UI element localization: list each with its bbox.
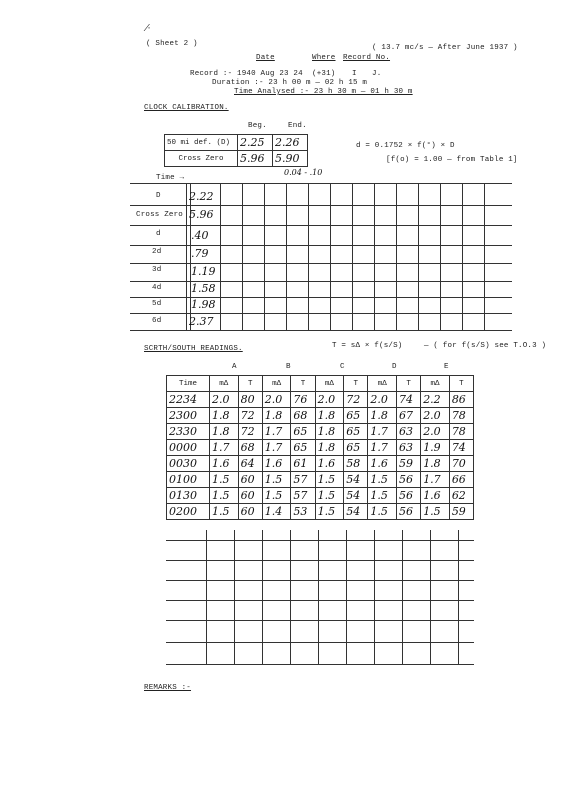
readings-cell: 1.5 — [315, 488, 344, 504]
record-extra: (+31) — [312, 70, 336, 78]
cal-row-label: 6d — [152, 317, 162, 325]
readings-cell: 1.8 — [315, 408, 344, 424]
readings-cell: 56 — [397, 472, 421, 488]
readings-cell: 72 — [238, 408, 262, 424]
readings-cell: 1.5 — [210, 504, 239, 520]
readings-header-cell: Time — [167, 376, 210, 392]
readings-cell: 67 — [397, 408, 421, 424]
calibration-f-note: [f(o) = 1.00 — from Table 1] — [386, 156, 518, 164]
table-row — [167, 472, 474, 488]
readings-header-cell: mΔ — [315, 376, 344, 392]
group-label: E — [444, 363, 449, 371]
readings-cell: 1.7 — [210, 440, 239, 456]
readings-cell: 56 — [397, 488, 421, 504]
calibration-row1-beg: 2.25 — [238, 135, 273, 151]
calibration-note: 0.04 - .10 — [284, 168, 323, 177]
readings-cell: 60 — [238, 472, 262, 488]
calibration-row2-beg: 5.96 — [238, 151, 273, 167]
table-row — [167, 504, 474, 520]
table-row — [167, 440, 474, 456]
frequency-note: ( 13.7 mc/s — After June 1937 ) — [372, 44, 518, 52]
readings-cell: 65 — [291, 424, 315, 440]
table-row — [167, 488, 474, 504]
readings-header-cell: mΔ — [262, 376, 291, 392]
duration-line: Duration :- 23 h 00 m — 02 h 15 m — [212, 79, 368, 87]
readings-cell: 63 — [397, 424, 421, 440]
sheet-label: ( Sheet 2 ) — [146, 40, 198, 48]
cal-row-value: 1.58 — [191, 282, 216, 295]
readings-cell: 1.5 — [368, 504, 397, 520]
readings-cell: 66 — [449, 472, 473, 488]
readings-cell: 1.5 — [315, 504, 344, 520]
cal-row-value: 1.19 — [191, 265, 216, 278]
readings-table — [166, 375, 474, 520]
readings-cell: 1.5 — [262, 488, 291, 504]
readings-cell: 0000 — [167, 440, 210, 456]
readings-cell: 1.5 — [368, 472, 397, 488]
calibration-row1-end: 2.26 — [273, 135, 308, 151]
readings-cell: 76 — [291, 392, 315, 408]
readings-cell: 65 — [344, 408, 368, 424]
readings-cell: 54 — [344, 488, 368, 504]
readings-header-row — [167, 376, 474, 392]
readings-formula: T = sΔ × f(s/S) — [332, 342, 403, 350]
readings-cell: 64 — [238, 456, 262, 472]
readings-cell: 60 — [238, 488, 262, 504]
readings-cell: 1.7 — [368, 424, 397, 440]
readings-cell: 61 — [291, 456, 315, 472]
readings-cell: 2.2 — [421, 392, 450, 408]
readings-cell: 2.0 — [262, 392, 291, 408]
readings-cell: 59 — [397, 456, 421, 472]
cal-row-value: .40 — [191, 229, 209, 242]
cal-row-label: 4d — [152, 284, 162, 292]
readings-cell: 1.8 — [315, 424, 344, 440]
readings-cell: 1.5 — [421, 504, 450, 520]
readings-cell: 60 — [238, 504, 262, 520]
calibration-table — [164, 134, 308, 167]
readings-cell: 63 — [397, 440, 421, 456]
readings-cell: 2.0 — [421, 408, 450, 424]
readings-cell: 1.5 — [262, 472, 291, 488]
readings-header-cell: T — [291, 376, 315, 392]
table-row — [167, 408, 474, 424]
readings-cell: 2300 — [167, 408, 210, 424]
readings-header-cell: mΔ — [210, 376, 239, 392]
table-row — [167, 424, 474, 440]
readings-cell: 72 — [344, 392, 368, 408]
readings-cell: 68 — [291, 408, 315, 424]
cal-row-value: 1.98 — [191, 298, 216, 311]
readings-cell: 68 — [238, 440, 262, 456]
readings-cell: 1.5 — [315, 472, 344, 488]
readings-cell: 1.5 — [368, 488, 397, 504]
readings-formula-note: — ( for f(s/S) see T.O.3 ) — [424, 342, 547, 350]
readings-cell: 54 — [344, 504, 368, 520]
readings-cell: 0130 — [167, 488, 210, 504]
calibration-formula: d = 0.1752 × f(°) × D — [356, 142, 455, 150]
readings-cell: 2.0 — [368, 392, 397, 408]
readings-cell: 1.8 — [262, 408, 291, 424]
readings-cell: 1.6 — [210, 456, 239, 472]
record-line: Record :- 1940 Aug 23 24 — [190, 70, 303, 78]
readings-cell: 78 — [449, 424, 473, 440]
readings-cell: 2.0 — [210, 392, 239, 408]
readings-cell: 1.8 — [315, 440, 344, 456]
readings-cell: 1.6 — [368, 456, 397, 472]
readings-cell: 1.9 — [421, 440, 450, 456]
readings-cell: 53 — [291, 504, 315, 520]
record-j: J. — [372, 70, 382, 78]
readings-cell: 57 — [291, 488, 315, 504]
cal-row-value: 2.22 — [189, 190, 214, 203]
readings-cell: 1.8 — [210, 408, 239, 424]
cal-row-value: 2.37 — [189, 315, 214, 328]
table-row — [167, 392, 474, 408]
cal-row-value: .79 — [191, 247, 209, 260]
cal-row-label: Cross Zero — [136, 211, 184, 219]
readings-cell: 0030 — [167, 456, 210, 472]
readings-cell: 86 — [449, 392, 473, 408]
readings-cell: 62 — [449, 488, 473, 504]
table-row — [167, 456, 474, 472]
readings-cell: 57 — [291, 472, 315, 488]
readings-cell: 0100 — [167, 472, 210, 488]
readings-cell: 1.8 — [368, 408, 397, 424]
time-analysed-line: Time Analysed :- 23 h 30 m — 01 h 30 m — [234, 88, 413, 96]
calibration-col-end: End. — [288, 122, 307, 130]
calibration-row1-label: 50 mi def. (D) — [165, 135, 238, 151]
readings-cell: 2.0 — [315, 392, 344, 408]
readings-cell: 72 — [238, 424, 262, 440]
readings-cell: 1.7 — [262, 424, 291, 440]
readings-cell: 1.6 — [421, 488, 450, 504]
readings-cell: 1.4 — [262, 504, 291, 520]
readings-cell: 65 — [344, 440, 368, 456]
group-label: C — [340, 363, 345, 371]
readings-cell: 70 — [449, 456, 473, 472]
cal-row-value: 5.96 — [189, 208, 214, 221]
time-arrow-label: Time → — [156, 174, 185, 182]
group-label: D — [392, 363, 397, 371]
calibration-title: CLOCK CALIBRATION. — [144, 104, 229, 112]
cal-row-label: 3d — [152, 266, 162, 274]
readings-cell: 1.5 — [210, 488, 239, 504]
readings-header-cell: mΔ — [421, 376, 450, 392]
group-label: B — [286, 363, 291, 371]
record-no-label: Record No. — [343, 54, 391, 62]
readings-cell: 1.8 — [210, 424, 239, 440]
readings-cell: 1.7 — [421, 472, 450, 488]
readings-cell: 54 — [344, 472, 368, 488]
cal-row-label: d — [156, 230, 161, 238]
where-label: Where — [312, 54, 336, 62]
calibration-row2-label: Cross Zero — [165, 151, 238, 167]
readings-cell: 1.7 — [368, 440, 397, 456]
readings-cell: 2330 — [167, 424, 210, 440]
calibration-col-beg: Beg. — [248, 122, 267, 130]
readings-cell: 65 — [344, 424, 368, 440]
group-label: A — [232, 363, 237, 371]
record-roman: I — [352, 70, 357, 78]
readings-cell: 1.7 — [262, 440, 291, 456]
readings-header-cell: T — [397, 376, 421, 392]
readings-cell: 59 — [449, 504, 473, 520]
readings-header-cell: T — [238, 376, 262, 392]
readings-cell: 1.5 — [210, 472, 239, 488]
readings-cell: 2.0 — [421, 424, 450, 440]
remarks-label: REMARKS :- — [144, 684, 192, 692]
readings-cell: 1.6 — [262, 456, 291, 472]
readings-cell: 1.6 — [315, 456, 344, 472]
readings-cell: 74 — [397, 392, 421, 408]
readings-cell: 58 — [344, 456, 368, 472]
cal-row-label: 2d — [152, 248, 162, 256]
readings-header-cell: mΔ — [368, 376, 397, 392]
readings-cell: 1.8 — [421, 456, 450, 472]
readings-header-cell: T — [344, 376, 368, 392]
readings-cell: 78 — [449, 408, 473, 424]
readings-title: SCRTH/SOUTH READINGS. — [144, 345, 243, 353]
readings-cell: 56 — [397, 504, 421, 520]
readings-cell: 80 — [238, 392, 262, 408]
readings-cell: 65 — [291, 440, 315, 456]
readings-cell: 2234 — [167, 392, 210, 408]
readings-header-cell: T — [449, 376, 473, 392]
cal-row-label: D — [156, 192, 161, 200]
calibration-row2-end: 5.90 — [273, 151, 308, 167]
pencil-mark: ⁄⋅ — [146, 24, 151, 34]
cal-row-label: 5d — [152, 300, 162, 308]
readings-cell: 74 — [449, 440, 473, 456]
date-label: Date — [256, 54, 275, 62]
readings-cell: 0200 — [167, 504, 210, 520]
